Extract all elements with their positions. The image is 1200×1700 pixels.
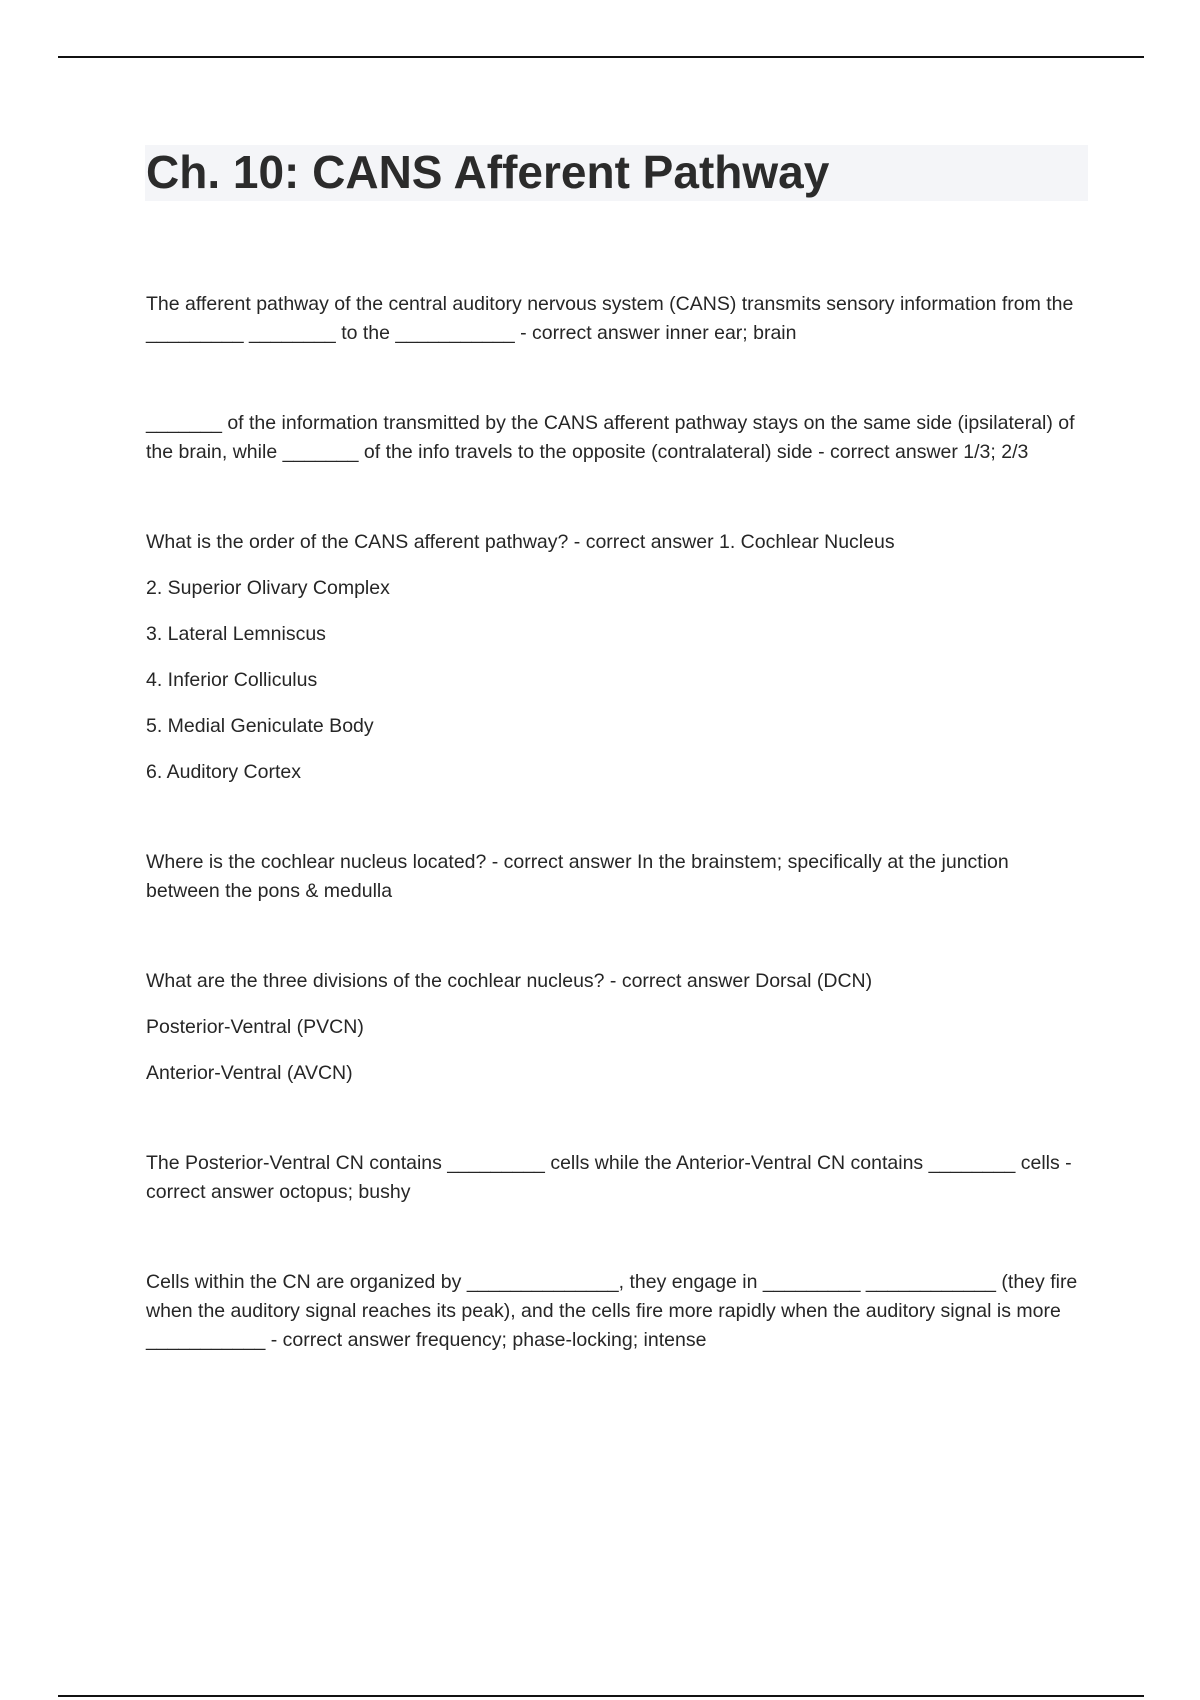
qa-item-4: [146, 848, 1086, 906]
qa-text: _______ of the information transmitted by the CANS afferent pathway stays on the same side (ipsilateral) of the brain, while _______ of the info travels to the opposite (contralateral) side - correct answer 1/3; 2/3: [146, 412, 1075, 463]
qa-item-6: [146, 1149, 1086, 1207]
qa-text: What are the three divisions of the cochlear nucleus? - correct answer Dorsal (DCN): [146, 970, 873, 992]
document-content: [146, 290, 1086, 1416]
list-item: 5. Medial Geniculate Body: [146, 715, 374, 737]
qa-item-1: [146, 290, 1086, 348]
list-item: Anterior-Ventral (AVCN): [146, 1062, 353, 1084]
qa-text: What is the order of the CANS afferent pathway? - correct answer 1. Cochlear Nucleus: [146, 531, 895, 553]
list-item: 2. Superior Olivary Complex: [146, 577, 390, 599]
qa-item-5: [146, 967, 1086, 1088]
list-item: 3. Lateral Lemniscus: [146, 623, 326, 645]
top-rule: [58, 56, 1144, 58]
bottom-rule: [58, 1695, 1144, 1697]
qa-text: The afferent pathway of the central auditory nervous system (CANS) transmits sensory information from the _________ ________ to the ___________ - correct answer inner ear; brain: [146, 293, 1074, 344]
qa-item-7: [146, 1268, 1086, 1355]
qa-item-2: [146, 409, 1086, 467]
list-item: Posterior-Ventral (PVCN): [146, 1016, 364, 1038]
qa-item-3: [146, 528, 1086, 787]
document-title: Ch. 10: CANS Afferent Pathway: [146, 146, 830, 198]
list-item: 6. Auditory Cortex: [146, 761, 301, 783]
qa-text: Where is the cochlear nucleus located? - correct answer In the brainstem; specifically at the junction between the pons & medulla: [146, 851, 1009, 902]
list-item: 4. Inferior Colliculus: [146, 669, 318, 691]
qa-text: Cells within the CN are organized by ______________, they engage in _________ ____________ (they fire when the auditory signal reaches its peak), and the cells fire more rapidly when the auditory signal is more ___________ - correct answer frequency; phase-locking; intense: [146, 1271, 1078, 1351]
qa-text: The Posterior-Ventral CN contains _________ cells while the Anterior-Ventral CN contains ________ cells - correct answer octopus; bushy: [146, 1152, 1072, 1203]
